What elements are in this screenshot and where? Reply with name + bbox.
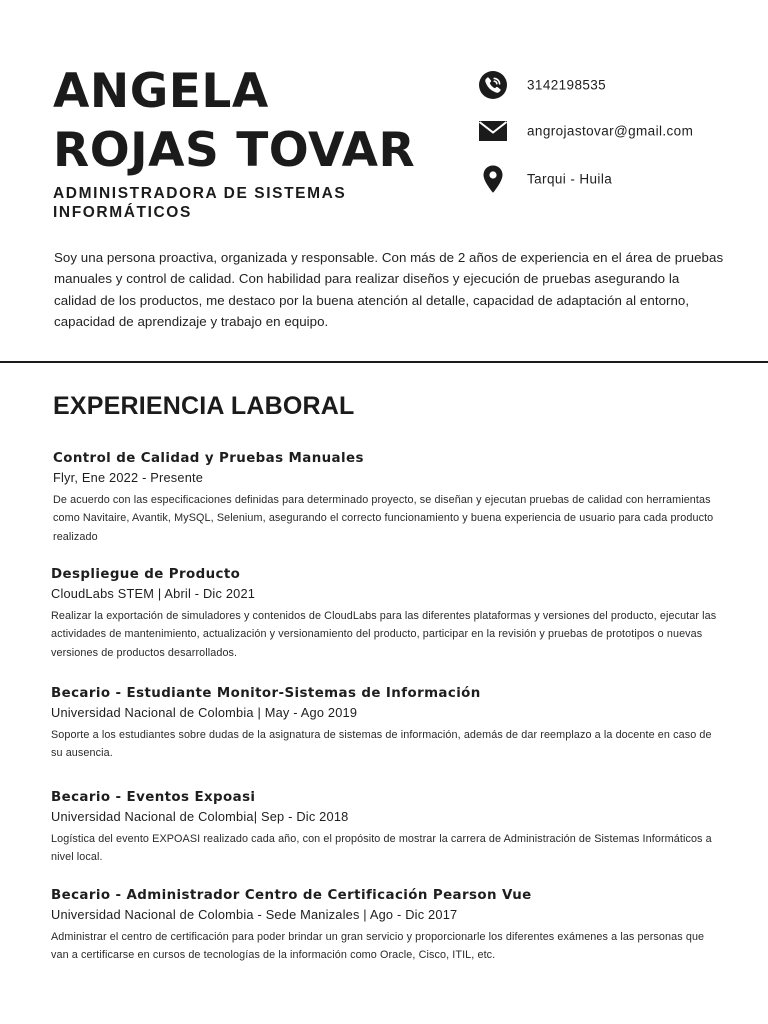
contact-email xyxy=(478,116,758,146)
name-line-2: ROJAS TOVAR xyxy=(53,123,416,178)
job-entry-description: Soporte a los estudiantes sobre dudas de la asignatura de sistemas de información, además de dar reemplazo a la docente en caso de su ausencia. xyxy=(51,729,712,760)
job-entry-title: Despliegue de Producto xyxy=(51,567,241,582)
email-address[interactable]: angrojastovar@gmail.com xyxy=(527,123,694,139)
job-entry-company-dates: Universidad Nacional de Colombia - Sede Manizales | Ago - Dic 2017 xyxy=(51,907,458,922)
job-entry xyxy=(53,450,723,546)
job-entry-company-dates: Flyr, Ene 2022 - Presente xyxy=(53,470,204,485)
job-entry-description: De acuerdo con las especificaciones definidas para determinado proyecto, se diseñan y ejecutan pruebas de calidad con herramientas como Navitaire, Avantik, MySQL, Selenium, asegurando el correcto funcionamiento y buena experiencia de usuario para cada producto realizado xyxy=(53,494,714,543)
phone-number[interactable]: 3142198535 xyxy=(527,77,607,93)
job-entry xyxy=(51,685,721,763)
job-entry-company-dates: CloudLabs STEM | Abril - Dic 2021 xyxy=(51,586,256,601)
section-divider xyxy=(0,361,768,363)
job-entry xyxy=(51,566,721,662)
job-entry xyxy=(51,887,721,965)
job-entry-company-dates: Universidad Nacional de Colombia | May - Ago 2019 xyxy=(51,705,358,720)
job-entry-description: Logística del evento EXPOASI realizado cada año, con el propósito de mostrar la carrera de Administración de Sistemas Informáticos a nivel local. xyxy=(51,833,712,864)
location-pin-icon xyxy=(478,164,508,194)
job-entry-title: Control de Calidad y Pruebas Manuales xyxy=(53,451,364,466)
job-entry-title: Becario - Administrador Centro de Certificación Pearson Vue xyxy=(51,888,532,903)
job-entry-description: Administrar el centro de certificación para poder brindar un gran servicio y proporcionarle los diferentes exámenes a las personas que van a certificarse en cursos de tecnologías de la información como Oracle, Cisco, ITIL, etc. xyxy=(51,931,705,962)
contact-phone xyxy=(478,70,758,100)
name-line-1: ANGELA xyxy=(53,64,269,119)
contact-location xyxy=(478,164,758,194)
phone-icon xyxy=(478,70,508,100)
candidate-name xyxy=(53,62,415,180)
job-entry-description: Realizar la exportación de simuladores y contenidos de CloudLabs para las diferentes plataformas y versiones del producto, ejecutar las actividades de mantenimiento, actualización y versionamiento del producto, participar en la revisión y pruebas de prototipos o nuevas versiones de productos desarrollados. xyxy=(51,610,717,659)
job-entry-title: Becario - Estudiante Monitor-Sistemas de Información xyxy=(51,686,481,701)
profile-summary: Soy una persona proactiva, organizada y responsable. Con más de 2 años de experiencia en el área de pruebas manuales y control de calidad. Con habilidad para realizar diseños y ejecución de pruebas asegurando la calidad de los productos, me destaco por la buena atención al detalle, capacidad de adaptación al entorno, capacidad de aprendizaje y trabajo en equipo. xyxy=(54,250,724,329)
mail-icon xyxy=(478,116,508,146)
job-entry xyxy=(51,789,721,867)
experience-heading: EXPERIENCIA LABORAL xyxy=(53,392,355,420)
job-entry-title: Becario - Eventos Expoasi xyxy=(51,790,256,805)
job-entry-company-dates: Universidad Nacional de Colombia| Sep - Dic 2018 xyxy=(51,809,349,824)
location-text: Tarqui - Huila xyxy=(527,171,613,187)
job-title: ADMINISTRADORA DE SISTEMAS INFORMÁTICOS xyxy=(53,185,347,221)
